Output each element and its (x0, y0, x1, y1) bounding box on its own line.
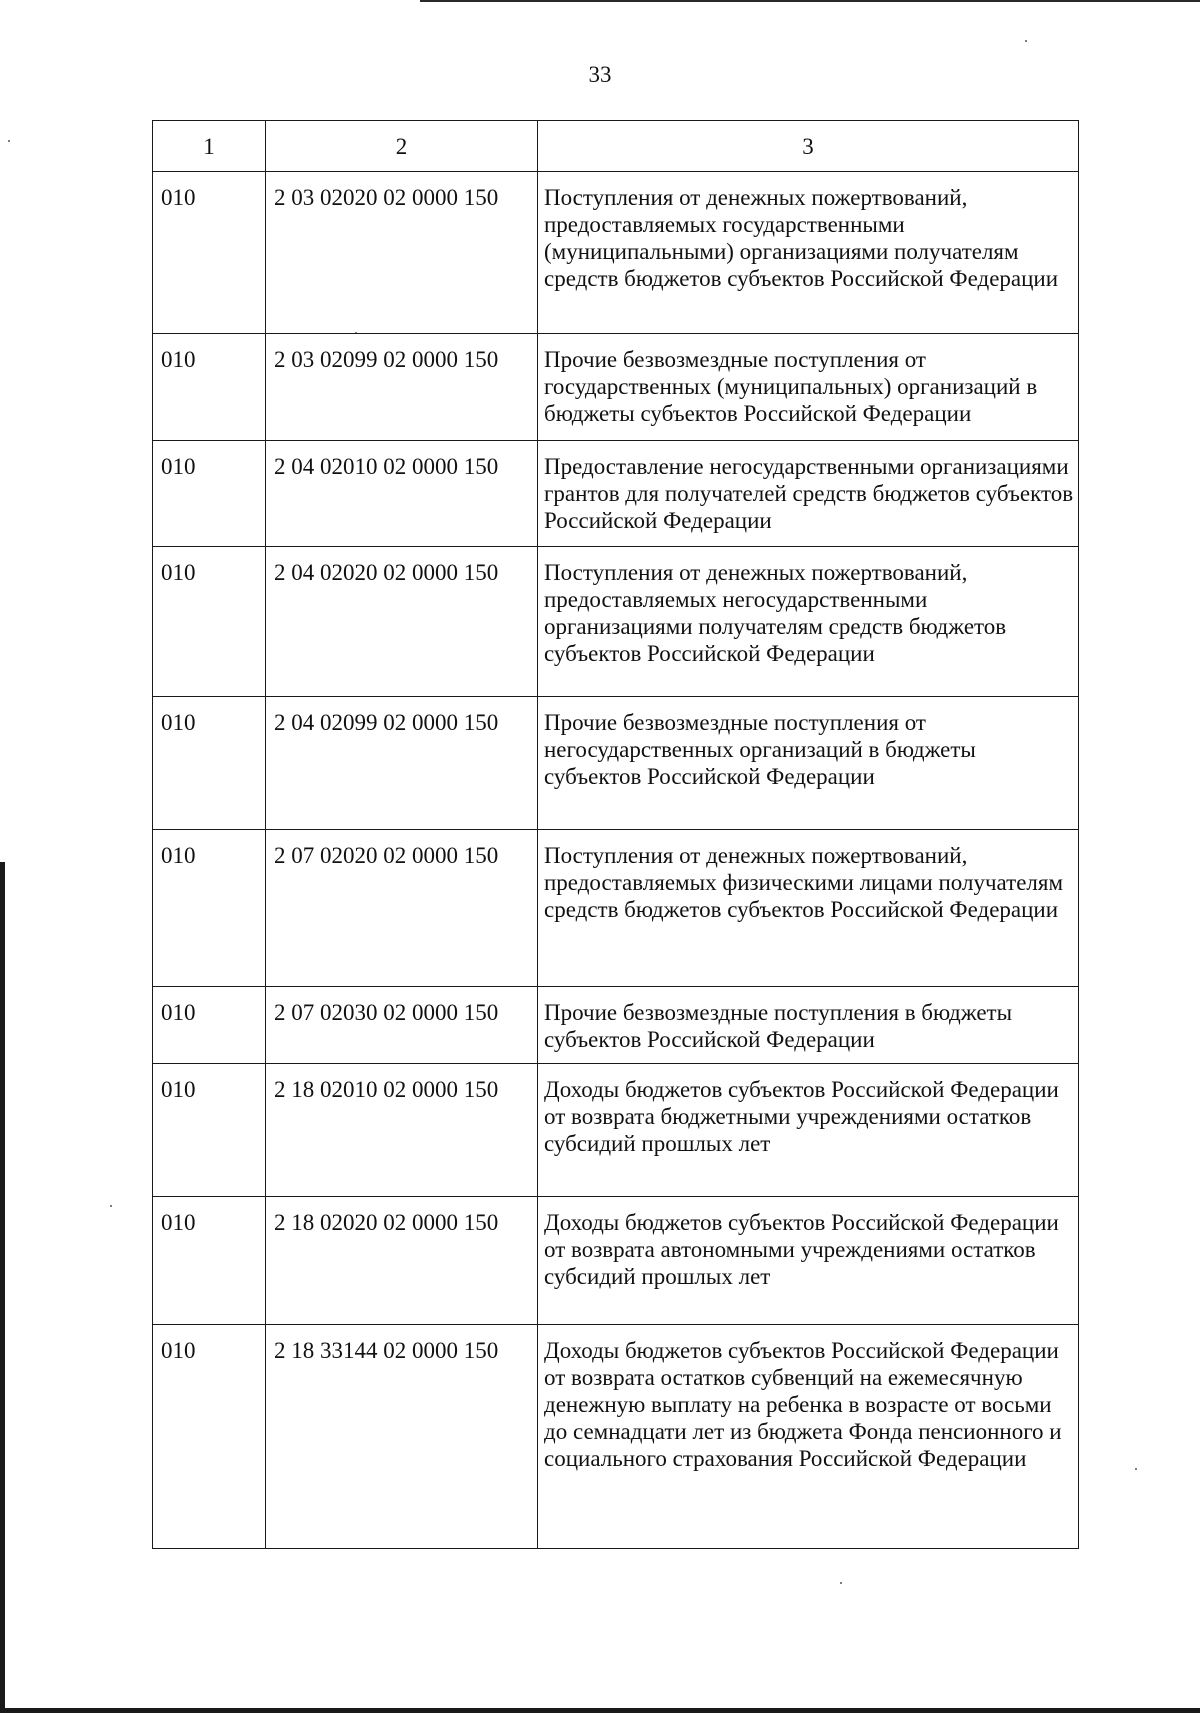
revenue-name-cell: Доходы бюджетов субъектов Российской Федерации от возврата остатков субвенций на ежемесячную денежную выплату на ребенка в возрасте от восьми до семнадцати лет из бюджета Фонда пенсионного и социального страхования Российской Федерации (538, 1325, 1079, 1549)
table-row (153, 1325, 1079, 1549)
admin-code-cell: 010 (153, 987, 266, 1064)
revenue-name-cell: Предоставление негосударственными организациями грантов для получателей средств бюджетов субъектов Российской Федерации (538, 441, 1079, 547)
revenue-codes-table (152, 120, 1079, 1549)
admin-code-cell: 010 (153, 697, 266, 830)
page-number: 33 (588, 62, 612, 87)
budget-code-cell: 2 04 02099 02 0000 150 (266, 697, 538, 830)
budget-code-cell: 2 04 02010 02 0000 150 (266, 441, 538, 547)
admin-code-cell: 010 (153, 547, 266, 697)
table-row (153, 334, 1079, 441)
revenue-name-cell: Прочие безвозмездные поступления от государственных (муниципальных) организаций в бюджеты субъектов Российской Федерации (538, 334, 1079, 441)
budget-code-cell: 2 04 02020 02 0000 150 (266, 547, 538, 697)
admin-code-cell: 010 (153, 1064, 266, 1197)
table-row (153, 697, 1079, 830)
budget-code-cell: 2 03 02020 02 0000 150 (266, 172, 538, 334)
admin-code-cell: 010 (153, 830, 266, 987)
column-header-2: 2 (266, 121, 538, 172)
budget-code-cell: 2 18 02020 02 0000 150 (266, 1197, 538, 1325)
budget-code-cell: 2 03 02099 02 0000 150 (266, 334, 538, 441)
budget-code-cell: 2 07 02020 02 0000 150 (266, 830, 538, 987)
scan-speck (1025, 40, 1027, 42)
budget-code-cell: 2 07 02030 02 0000 150 (266, 987, 538, 1064)
admin-code-cell: 010 (153, 1197, 266, 1325)
table-header-row (153, 121, 1079, 172)
revenue-name-cell: Поступления от денежных пожертвований, предоставляемых государственными (муниципальными) организациями получателям средств бюджетов субъектов Российской Федерации (538, 172, 1079, 334)
admin-code-cell: 010 (153, 172, 266, 334)
table-row (153, 987, 1079, 1064)
scan-speck (110, 1205, 112, 1207)
revenue-name-cell: Поступления от денежных пожертвований, предоставляемых физическими лицами получателям средств бюджетов субъектов Российской Федерации (538, 830, 1079, 987)
scan-edge-left (0, 862, 5, 1713)
table-row (153, 830, 1079, 987)
revenue-name-cell: Поступления от денежных пожертвований, предоставляемых негосударственными организациями получателям средств бюджетов субъектов Российской Федерации (538, 547, 1079, 697)
revenue-name-cell: Доходы бюджетов субъектов Российской Федерации от возврата бюджетными учреждениями остатков субсидий прошлых лет (538, 1064, 1079, 1197)
scan-speck (8, 140, 10, 142)
admin-code-cell: 010 (153, 1325, 266, 1549)
column-header-3: 3 (538, 121, 1079, 172)
revenue-name-cell: Прочие безвозмездные поступления в бюджеты субъектов Российской Федерации (538, 987, 1079, 1064)
table-row (153, 441, 1079, 547)
table-row (153, 547, 1079, 697)
scan-edge-top (420, 0, 1200, 2)
column-header-1: 1 (153, 121, 266, 172)
budget-code-cell: 2 18 33144 02 0000 150 (266, 1325, 538, 1549)
admin-code-cell: 010 (153, 334, 266, 441)
table-row (153, 1197, 1079, 1325)
budget-code-cell: 2 18 02010 02 0000 150 (266, 1064, 538, 1197)
admin-code-cell: 010 (153, 441, 266, 547)
scan-speck (840, 1582, 842, 1584)
scan-speck (1135, 1468, 1137, 1470)
scan-edge-bottom (0, 1708, 1200, 1713)
table-row (153, 172, 1079, 334)
revenue-name-cell: Доходы бюджетов субъектов Российской Федерации от возврата автономными учреждениями остатков субсидий прошлых лет (538, 1197, 1079, 1325)
table-row (153, 1064, 1079, 1197)
revenue-name-cell: Прочие безвозмездные поступления от негосударственных организаций в бюджеты субъектов Российской Федерации (538, 697, 1079, 830)
